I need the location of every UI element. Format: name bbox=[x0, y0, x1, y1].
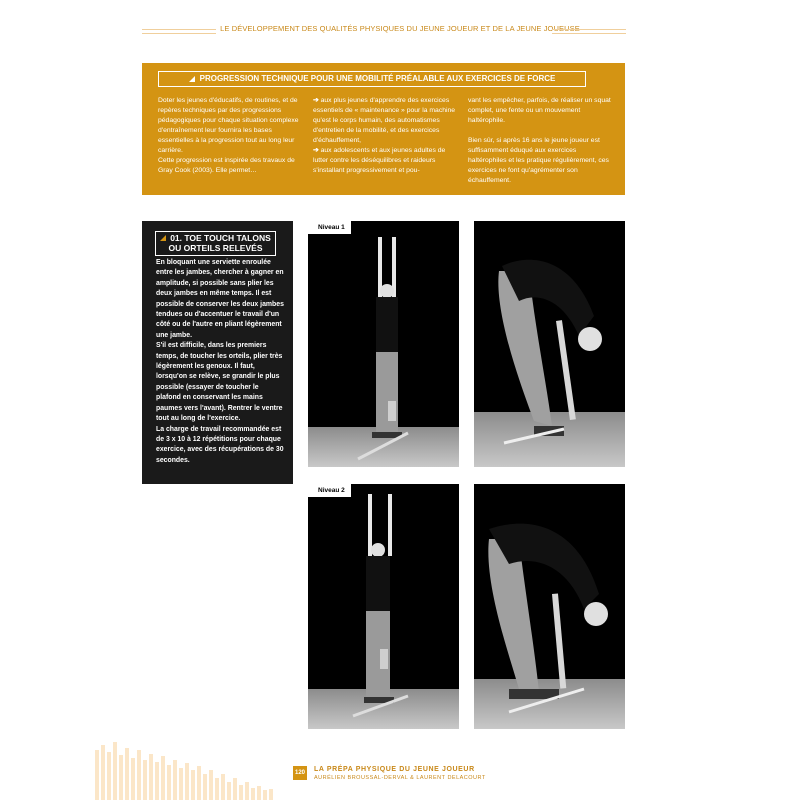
progression-column-3 bbox=[468, 96, 612, 186]
progression-title bbox=[158, 71, 586, 87]
progression-box bbox=[142, 63, 625, 195]
exercise-text bbox=[156, 258, 284, 466]
person-standing-arms-up-figure bbox=[308, 484, 459, 729]
photo-level2-standing bbox=[308, 484, 459, 729]
list-item-text: aux plus jeunes d'apprendre des exercices essentiels de « maintenance » pour la machine qu'est le corps humain, des automatismes d'entretien de la mobilité, et des exercices d'échauffement, bbox=[313, 97, 456, 144]
paragraph: S'il est difficile, dans les premiers temps, de toucher les orteils, plier très légèrement les genoux. Il faut, lorsqu'on se relève, se grandir le plus possible (essayer de toucher le plafond en conservant les mains paumes vers l'avant). Rentrer le ventre tout au long de l'exercice. bbox=[156, 342, 283, 423]
paragraph: En bloquant une serviette enroulée entre les jambes, chercher à gagner en amplitude, si possible sans plier les deux jambes en même temps. Il est possible de conserver les deux jambes tendues ou d'accentuer le travail d'un côté ou de l'autre en pliant légèrement une jambe. bbox=[156, 259, 284, 339]
list-item-text: aux adolescents et aux jeunes adultes de lutter contre les déséquilibres et raideurs s'installant progressivement et pou- bbox=[313, 147, 446, 174]
progression-column-2 bbox=[313, 96, 457, 176]
page-number: 120 bbox=[293, 766, 307, 780]
exercise-title bbox=[155, 231, 276, 256]
level-label: Niveau 2 bbox=[308, 484, 351, 497]
paragraph: Doter les jeunes d'éducatifs, de routines, et de repères techniques par des progressions pédagogiques pour chaque situation complexe d'entraînement leur fournira les bases essentielles à la progression tout au long leur carrière. bbox=[158, 97, 299, 154]
paragraph: La charge de travail recommandée est de 3 x 10 à 12 répétitions pour chaque exercice, avec des récupérations de 30 secondes. bbox=[156, 425, 284, 464]
photo-level1-standing bbox=[308, 221, 459, 467]
person-bending-toe-touch-figure bbox=[474, 484, 625, 729]
paragraph: Bien sûr, si après 16 ans le jeune joueur est suffisamment éduqué aux exercices haltérophiles et les pratique régulièrement, ces exercices ne font qu'agrémenter son échauffement. bbox=[468, 137, 609, 184]
triangle-icon bbox=[189, 76, 195, 82]
progression-column-1 bbox=[158, 96, 302, 176]
book-title: LA PRÉPA PHYSIQUE DU JEUNE JOUEUR bbox=[314, 766, 475, 773]
paragraph: vant les empêcher, parfois, de réaliser un squat complet, une fente ou un mouvement haltérophile. bbox=[468, 97, 611, 124]
book-authors: AURÉLIEN BROUSSAL-DERVAL & LAURENT DELACOURT bbox=[314, 775, 486, 781]
level-label: Niveau 1 bbox=[308, 221, 351, 234]
photo-level2-bending bbox=[474, 484, 625, 729]
exercise-title-line-2: OU ORTEILS RELEVÉS bbox=[168, 243, 263, 253]
exercise-box bbox=[142, 221, 293, 484]
paragraph: Cette progression est inspirée des travaux de Gray Cook (2003). Elle permet… bbox=[158, 157, 295, 174]
person-standing-arms-up-figure bbox=[308, 221, 459, 467]
person-bending-toe-touch-figure bbox=[474, 221, 625, 467]
arrow-icon: ➔ bbox=[313, 97, 319, 104]
running-title: LE DÉVELOPPEMENT DES QUALITÉS PHYSIQUES DU JEUNE JOUEUR ET DE LA JEUNE JOUEUSE bbox=[220, 24, 580, 33]
photo-level1-bending bbox=[474, 221, 625, 467]
triangle-icon bbox=[160, 235, 166, 241]
decorative-bars-graphic bbox=[95, 730, 295, 800]
header-rule-right bbox=[552, 29, 626, 34]
list-item bbox=[313, 96, 457, 146]
list-item bbox=[313, 146, 457, 176]
progression-title-text: PROGRESSION TECHNIQUE POUR UNE MOBILITÉ PRÉALABLE AUX EXERCICES DE FORCE bbox=[199, 74, 556, 83]
arrow-icon: ➔ bbox=[313, 147, 319, 154]
exercise-title-line-1: 01. TOE TOUCH TALONS bbox=[170, 233, 271, 243]
